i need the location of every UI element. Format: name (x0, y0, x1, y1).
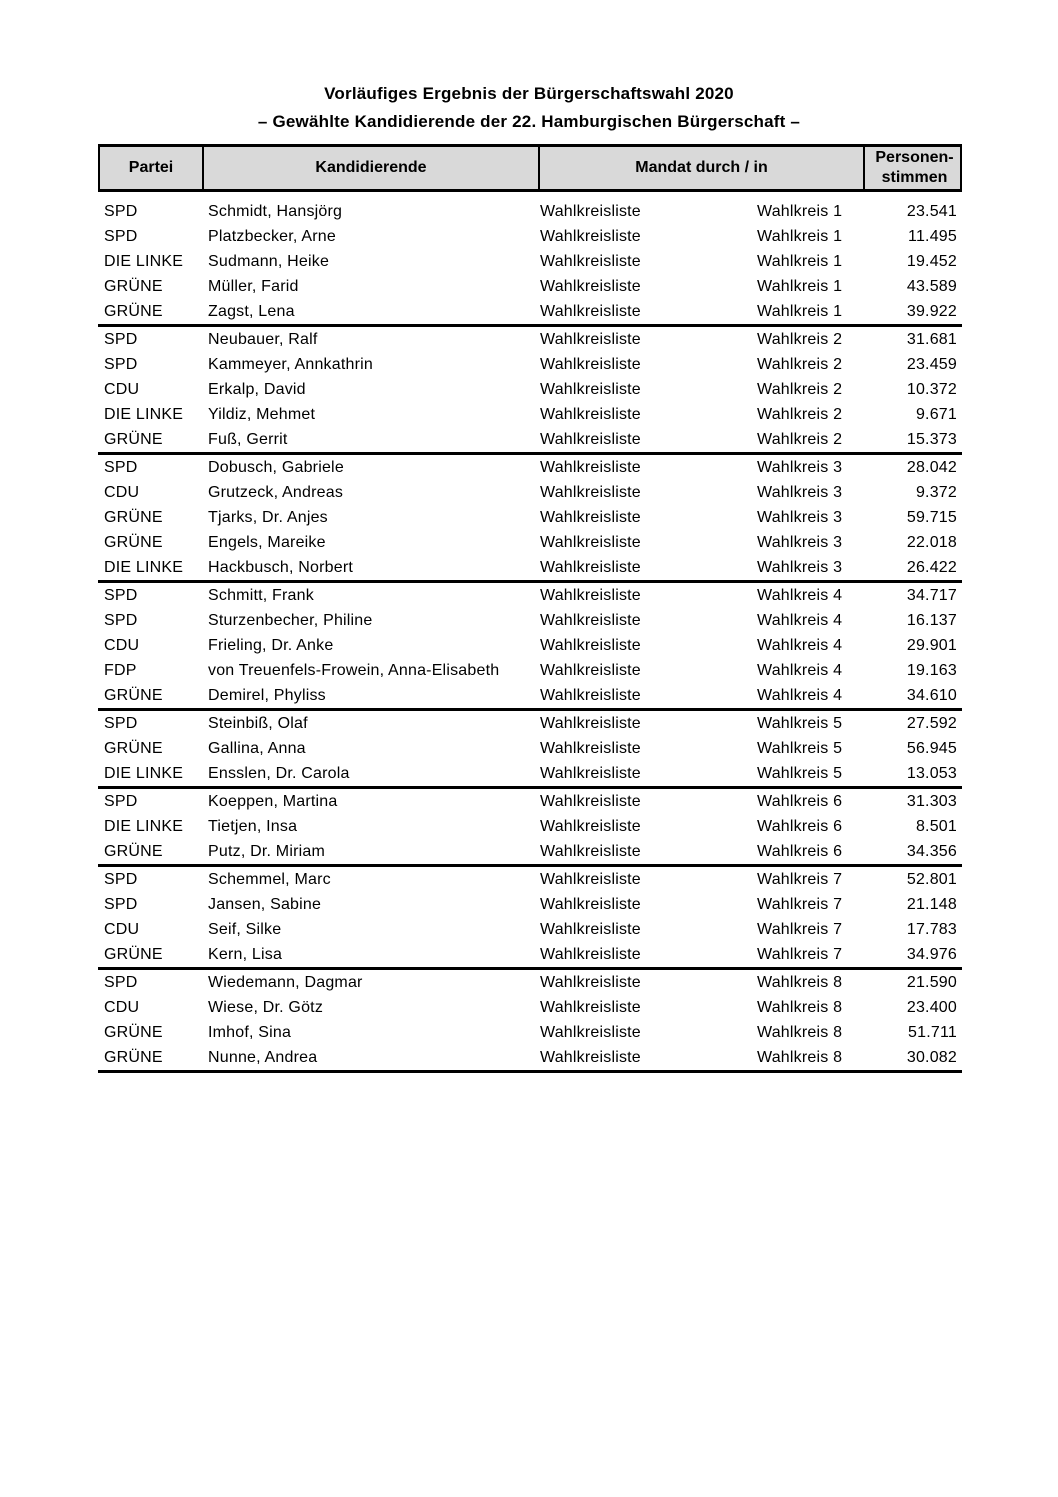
wahlkreis-group (98, 327, 962, 455)
cell-name: Putz, Dr. Miriam (208, 842, 325, 860)
cell-partei: SPD (104, 714, 138, 732)
cell-mandat: Wahlkreisliste (540, 405, 641, 423)
table-row (98, 352, 962, 377)
table-row (98, 917, 962, 942)
table-body (98, 199, 962, 1073)
cell-stimmen: 56.945 (906, 739, 957, 757)
cell-partei: GRÜNE (104, 1048, 163, 1066)
cell-partei: GRÜNE (104, 1023, 163, 1041)
cell-wahlkreis: Wahlkreis 2 (757, 330, 843, 348)
cell-stimmen: 30.082 (906, 1048, 957, 1066)
cell-stimmen: 9.372 (915, 483, 957, 501)
cell-mandat: Wahlkreisliste (540, 792, 641, 810)
cell-wahlkreis: Wahlkreis 6 (757, 842, 843, 860)
cell-wahlkreis: Wahlkreis 4 (757, 661, 843, 679)
cell-stimmen: 8.501 (915, 817, 957, 835)
cell-partei: SPD (104, 202, 138, 220)
cell-name: Seif, Silke (208, 920, 282, 938)
wahlkreis-group (98, 711, 962, 789)
cell-mandat: Wahlkreisliste (540, 764, 641, 782)
cell-mandat: Wahlkreisliste (540, 302, 641, 320)
cell-name: Schemmel, Marc (208, 870, 331, 888)
cell-mandat: Wahlkreisliste (540, 998, 641, 1016)
cell-stimmen: 26.422 (906, 558, 957, 576)
cell-stimmen: 31.303 (906, 792, 957, 810)
header-partei: Partei (100, 147, 204, 189)
cell-mandat: Wahlkreisliste (540, 714, 641, 732)
table-row (98, 530, 962, 555)
cell-stimmen: 10.372 (906, 380, 957, 398)
page-title: Vorläufiges Ergebnis der Bürgerschaftswahl 2020 (324, 84, 734, 103)
table-row (98, 892, 962, 917)
cell-name: Yildiz, Mehmet (208, 405, 316, 423)
table-row (98, 633, 962, 658)
table-row (98, 761, 962, 786)
cell-wahlkreis: Wahlkreis 8 (757, 1048, 843, 1066)
header-personenstimmen-line2: stimmen (881, 169, 948, 186)
cell-stimmen: 59.715 (906, 508, 957, 526)
table-row (98, 377, 962, 402)
cell-name: Zagst, Lena (208, 302, 295, 320)
cell-stimmen: 23.541 (906, 202, 957, 220)
cell-wahlkreis: Wahlkreis 7 (757, 870, 843, 888)
cell-name: Grutzeck, Andreas (208, 483, 344, 501)
cell-stimmen: 19.452 (906, 252, 957, 270)
cell-name: Gallina, Anna (208, 739, 306, 757)
wahlkreis-group (98, 455, 962, 583)
cell-stimmen: 9.671 (915, 405, 957, 423)
table-row (98, 1045, 962, 1070)
cell-mandat: Wahlkreisliste (540, 227, 641, 245)
cell-name: Engels, Mareike (208, 533, 326, 551)
cell-wahlkreis: Wahlkreis 7 (757, 920, 843, 938)
table-row (98, 839, 962, 864)
cell-partei: FDP (104, 661, 137, 679)
cell-mandat: Wahlkreisliste (540, 611, 641, 629)
table-row (98, 249, 962, 274)
table-row (98, 995, 962, 1020)
cell-mandat: Wahlkreisliste (540, 533, 641, 551)
table-row (98, 970, 962, 995)
cell-stimmen: 34.976 (906, 945, 957, 963)
cell-wahlkreis: Wahlkreis 5 (757, 714, 843, 732)
cell-partei: CDU (104, 380, 140, 398)
cell-partei: GRÜNE (104, 430, 163, 448)
cell-mandat: Wahlkreisliste (540, 355, 641, 373)
cell-name: Tietjen, Insa (208, 817, 298, 835)
cell-stimmen: 23.459 (906, 355, 957, 373)
cell-stimmen: 21.148 (906, 895, 957, 913)
table-row (98, 505, 962, 530)
table-row (98, 480, 962, 505)
cell-wahlkreis: Wahlkreis 4 (757, 686, 843, 704)
cell-name: Wiese, Dr. Götz (208, 998, 324, 1016)
cell-wahlkreis: Wahlkreis 8 (757, 1023, 843, 1041)
cell-wahlkreis: Wahlkreis 6 (757, 817, 843, 835)
wahlkreis-group (98, 867, 962, 970)
cell-stimmen: 19.163 (906, 661, 957, 679)
cell-wahlkreis: Wahlkreis 4 (757, 636, 843, 654)
wahlkreis-group (98, 199, 962, 327)
table-row (98, 583, 962, 608)
cell-mandat: Wahlkreisliste (540, 661, 641, 679)
cell-partei: DIE LINKE (104, 252, 184, 270)
cell-name: Fuß, Gerrit (208, 430, 288, 448)
table-row (98, 274, 962, 299)
table-row (98, 224, 962, 249)
cell-partei: SPD (104, 973, 138, 991)
cell-wahlkreis: Wahlkreis 3 (757, 483, 843, 501)
cell-stimmen: 51.711 (908, 1023, 957, 1041)
cell-name: Jansen, Sabine (208, 895, 322, 913)
table-row (98, 455, 962, 480)
header-mandat: Mandat durch / in (540, 147, 865, 189)
cell-stimmen: 34.610 (906, 686, 957, 704)
cell-partei: GRÜNE (104, 277, 163, 295)
cell-mandat: Wahlkreisliste (540, 686, 641, 704)
cell-partei: GRÜNE (104, 945, 163, 963)
table-row (98, 789, 962, 814)
cell-mandat: Wahlkreisliste (540, 920, 641, 938)
cell-partei: GRÜNE (104, 686, 163, 704)
cell-partei: SPD (104, 895, 138, 913)
table-row (98, 402, 962, 427)
cell-mandat: Wahlkreisliste (540, 458, 641, 476)
cell-partei: SPD (104, 870, 138, 888)
cell-wahlkreis: Wahlkreis 8 (757, 998, 843, 1016)
cell-mandat: Wahlkreisliste (540, 483, 641, 501)
table-row (98, 327, 962, 352)
cell-stimmen: 34.717 (906, 586, 957, 604)
cell-name: Schmitt, Frank (208, 586, 314, 604)
cell-wahlkreis: Wahlkreis 2 (757, 355, 843, 373)
cell-wahlkreis: Wahlkreis 3 (757, 558, 843, 576)
table-row (98, 867, 962, 892)
cell-partei: SPD (104, 227, 138, 245)
cell-name: Imhof, Sina (208, 1023, 292, 1041)
cell-name: Hackbusch, Norbert (208, 558, 353, 576)
cell-name: von Treuenfels-Frowein, Anna-Elisabeth (208, 661, 500, 679)
cell-wahlkreis: Wahlkreis 6 (757, 792, 843, 810)
cell-stimmen: 16.137 (906, 611, 957, 629)
cell-partei: SPD (104, 458, 138, 476)
table-row (98, 683, 962, 708)
cell-partei: DIE LINKE (104, 405, 184, 423)
cell-partei: CDU (104, 998, 140, 1016)
cell-wahlkreis: Wahlkreis 1 (757, 227, 843, 245)
cell-name: Nunne, Andrea (208, 1048, 318, 1066)
results-table (98, 144, 962, 1073)
cell-name: Wiedemann, Dagmar (208, 973, 363, 991)
cell-mandat: Wahlkreisliste (540, 277, 641, 295)
cell-name: Ensslen, Dr. Carola (208, 764, 350, 782)
cell-stimmen: 23.400 (906, 998, 957, 1016)
cell-stimmen: 39.922 (906, 302, 957, 320)
cell-stimmen: 13.053 (906, 764, 957, 782)
cell-name: Demirel, Phyliss (208, 686, 326, 704)
cell-wahlkreis: Wahlkreis 4 (757, 586, 843, 604)
header-personenstimmen (865, 147, 964, 189)
cell-stimmen: 15.373 (906, 430, 957, 448)
cell-wahlkreis: Wahlkreis 1 (757, 202, 843, 220)
cell-mandat: Wahlkreisliste (540, 739, 641, 757)
cell-partei: DIE LINKE (104, 817, 184, 835)
cell-partei: GRÜNE (104, 842, 163, 860)
cell-wahlkreis: Wahlkreis 1 (757, 252, 843, 270)
cell-stimmen: 27.592 (906, 714, 957, 732)
cell-name: Frieling, Dr. Anke (208, 636, 334, 654)
cell-name: Tjarks, Dr. Anjes (208, 508, 328, 526)
wahlkreis-group (98, 970, 962, 1073)
wahlkreis-group (98, 789, 962, 867)
cell-wahlkreis: Wahlkreis 5 (757, 764, 843, 782)
table-row (98, 814, 962, 839)
cell-name: Steinbiß, Olaf (208, 714, 308, 732)
cell-stimmen: 22.018 (906, 533, 957, 551)
header-kandidierende: Kandidierende (204, 147, 540, 189)
cell-stimmen: 34.356 (906, 842, 957, 860)
cell-wahlkreis: Wahlkreis 1 (757, 277, 843, 295)
cell-name: Sturzenbecher, Philine (208, 611, 373, 629)
cell-mandat: Wahlkreisliste (540, 252, 641, 270)
cell-partei: CDU (104, 920, 140, 938)
cell-mandat: Wahlkreisliste (540, 895, 641, 913)
cell-mandat: Wahlkreisliste (540, 202, 641, 220)
cell-name: Schmidt, Hansjörg (208, 202, 343, 220)
cell-wahlkreis: Wahlkreis 4 (757, 611, 843, 629)
cell-mandat: Wahlkreisliste (540, 842, 641, 860)
cell-mandat: Wahlkreisliste (540, 870, 641, 888)
cell-partei: DIE LINKE (104, 764, 184, 782)
cell-name: Neubauer, Ralf (208, 330, 318, 348)
cell-partei: DIE LINKE (104, 558, 184, 576)
cell-stimmen: 11.495 (908, 227, 957, 245)
table-row (98, 555, 962, 580)
cell-mandat: Wahlkreisliste (540, 430, 641, 448)
cell-partei: SPD (104, 792, 138, 810)
cell-wahlkreis: Wahlkreis 3 (757, 533, 843, 551)
cell-stimmen: 21.590 (906, 973, 957, 991)
cell-mandat: Wahlkreisliste (540, 508, 641, 526)
header-personenstimmen-line1: Personen- (875, 149, 954, 166)
cell-name: Platzbecker, Arne (208, 227, 336, 245)
cell-stimmen: 29.901 (906, 636, 957, 654)
cell-partei: GRÜNE (104, 508, 163, 526)
cell-partei: SPD (104, 611, 138, 629)
table-row (98, 427, 962, 452)
cell-mandat: Wahlkreisliste (540, 558, 641, 576)
cell-wahlkreis: Wahlkreis 5 (757, 739, 843, 757)
cell-partei: CDU (104, 636, 140, 654)
cell-mandat: Wahlkreisliste (540, 586, 641, 604)
table-row (98, 711, 962, 736)
cell-mandat: Wahlkreisliste (540, 380, 641, 398)
cell-stimmen: 28.042 (906, 458, 957, 476)
cell-wahlkreis: Wahlkreis 1 (757, 302, 843, 320)
cell-name: Kammeyer, Annkathrin (208, 355, 373, 373)
table-header-row (98, 144, 962, 192)
table-row (98, 942, 962, 967)
cell-name: Dobusch, Gabriele (208, 458, 344, 476)
cell-partei: CDU (104, 483, 140, 501)
cell-partei: GRÜNE (104, 739, 163, 757)
cell-name: Müller, Farid (208, 277, 299, 295)
wahlkreis-group (98, 583, 962, 711)
cell-wahlkreis: Wahlkreis 8 (757, 973, 843, 991)
cell-mandat: Wahlkreisliste (540, 973, 641, 991)
cell-partei: SPD (104, 586, 138, 604)
page-subtitle: – Gewählte Kandidierende der 22. Hamburgischen Bürgerschaft – (257, 112, 801, 131)
cell-stimmen: 52.801 (906, 870, 957, 888)
cell-mandat: Wahlkreisliste (540, 636, 641, 654)
cell-stimmen: 31.681 (906, 330, 957, 348)
cell-mandat: Wahlkreisliste (540, 817, 641, 835)
cell-mandat: Wahlkreisliste (540, 1048, 641, 1066)
cell-name: Koeppen, Martina (208, 792, 338, 810)
cell-partei: GRÜNE (104, 533, 163, 551)
cell-wahlkreis: Wahlkreis 3 (757, 508, 843, 526)
table-row (98, 199, 962, 224)
cell-stimmen: 17.783 (906, 920, 957, 938)
cell-name: Sudmann, Heike (208, 252, 330, 270)
cell-wahlkreis: Wahlkreis 7 (757, 895, 843, 913)
cell-name: Erkalp, David (208, 380, 306, 398)
cell-wahlkreis: Wahlkreis 7 (757, 945, 843, 963)
cell-mandat: Wahlkreisliste (540, 945, 641, 963)
table-row (98, 299, 962, 324)
table-row (98, 1020, 962, 1045)
cell-partei: GRÜNE (104, 302, 163, 320)
cell-partei: SPD (104, 330, 138, 348)
cell-mandat: Wahlkreisliste (540, 330, 641, 348)
cell-wahlkreis: Wahlkreis 2 (757, 405, 843, 423)
cell-wahlkreis: Wahlkreis 3 (757, 458, 843, 476)
cell-partei: SPD (104, 355, 138, 373)
cell-name: Kern, Lisa (208, 945, 283, 963)
cell-stimmen: 43.589 (906, 277, 957, 295)
cell-mandat: Wahlkreisliste (540, 1023, 641, 1041)
cell-wahlkreis: Wahlkreis 2 (757, 430, 843, 448)
table-row (98, 658, 962, 683)
table-row (98, 608, 962, 633)
cell-wahlkreis: Wahlkreis 2 (757, 380, 843, 398)
table-row (98, 736, 962, 761)
